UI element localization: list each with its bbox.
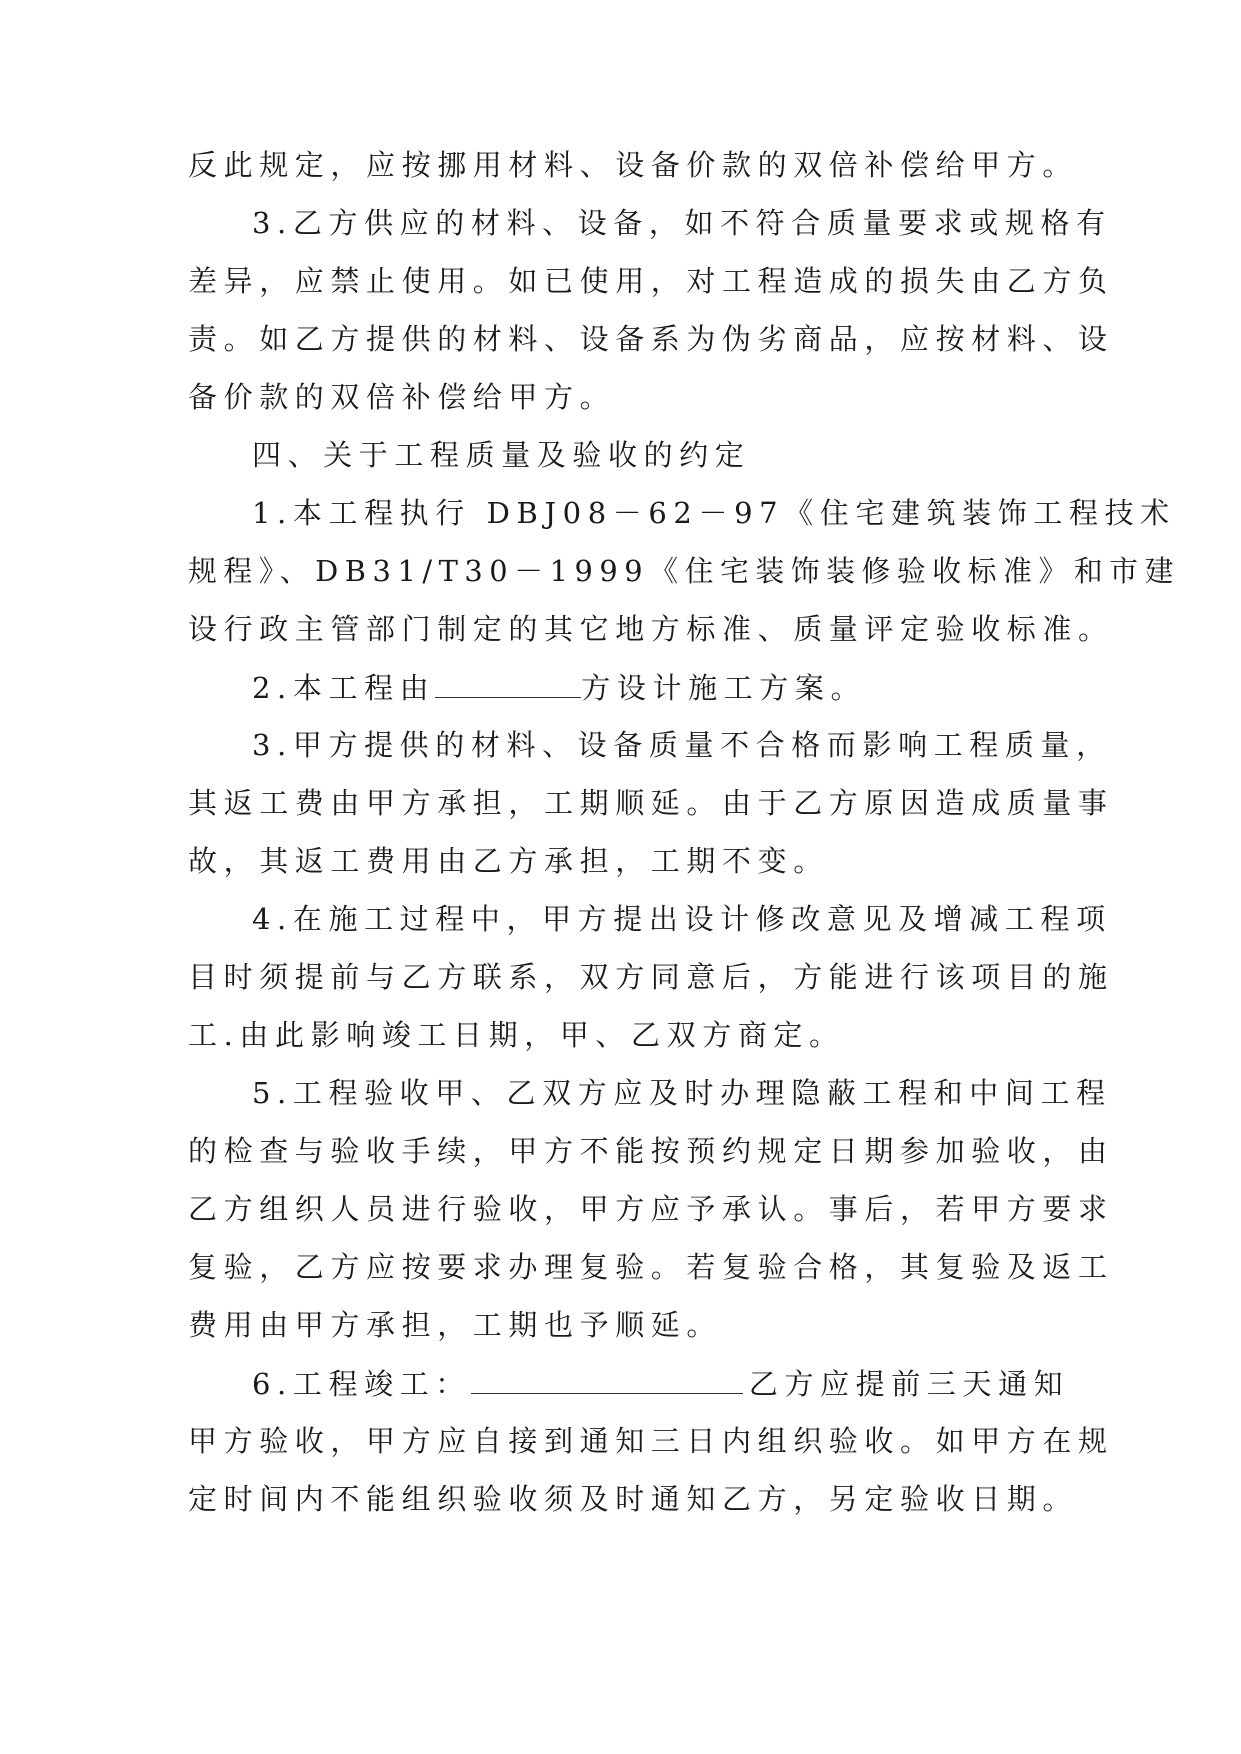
text-line: 工.由此影响竣工日期，甲、乙双方商定。 xyxy=(188,1018,845,1052)
fill-in-blank-designer[interactable] xyxy=(435,667,581,698)
text-line: 其返工费由甲方承担，工期顺延。由于乙方原因造成质量事 xyxy=(188,786,1114,820)
text-line: 的检查与验收手续，甲方不能按预约规定日期参加验收，由 xyxy=(188,1134,1114,1168)
clause-6-completion xyxy=(252,1363,1069,1403)
text-line: 责。如乙方提供的材料、设备系为伪劣商品，应按材料、设 xyxy=(188,322,1114,356)
text-line: 费用由甲方承担，工期也予顺延。 xyxy=(188,1308,723,1342)
clause-3-material-quality: 3.乙方供应的材料、设备，如不符合质量要求或规格有 xyxy=(252,206,1112,240)
text-line: 规程》、DB31/T30－1999《住宅装饰装修验收标准》和市建 xyxy=(188,554,1180,588)
clause-5-acceptance: 5.工程验收甲、乙双方应及时办理隐蔽工程和中间工程 xyxy=(252,1076,1112,1110)
text-line: 复验，乙方应按要求办理复验。若复验合格，其复验及返工 xyxy=(188,1250,1114,1284)
text-line: 设行政主管部门制定的其它地方标准、质量评定验收标准。 xyxy=(188,612,1114,646)
clause-4-design-change: 4.在施工过程中，甲方提出设计修改意见及增减工程项 xyxy=(252,902,1112,936)
text-line: 备价款的双倍补偿给甲方。 xyxy=(188,380,616,414)
text-line: 定时间内不能组织验收须及时通知乙方，另定验收日期。 xyxy=(188,1482,1079,1516)
clause-6-prefix: 6.工程竣工： xyxy=(252,1367,471,1401)
clause-2-suffix: 方设计施工方案。 xyxy=(581,671,867,705)
fill-in-blank-completion[interactable] xyxy=(471,1363,743,1394)
text-line: 目时须提前与乙方联系，双方同意后，方能进行该项目的施 xyxy=(188,960,1114,994)
text-line: 甲方验收，甲方应自接到通知三日内组织验收。如甲方在规 xyxy=(188,1424,1114,1458)
text-line: 差异，应禁止使用。如已使用，对工程造成的损失由乙方负 xyxy=(188,264,1114,298)
clause-2-design xyxy=(252,667,866,707)
section-heading: 四、关于工程质量及验收的约定 xyxy=(252,438,751,472)
clause-6-suffix: 乙方应提前三天通知 xyxy=(748,1367,1070,1401)
text-line: 乙方组织人员进行验收，甲方应予承认。事后，若甲方要求 xyxy=(188,1192,1114,1226)
text-line: 反此规定，应按挪用材料、设备价款的双倍补偿给甲方。 xyxy=(188,148,1079,182)
clause-3-quality-liability: 3.甲方提供的材料、设备质量不合格而影响工程质量， xyxy=(252,728,1112,762)
clause-1-standards: 1.本工程执行 DBJ08－62－97《住宅建筑装饰工程技术 xyxy=(252,496,1176,530)
clause-2-prefix: 2.本工程由 xyxy=(252,671,436,705)
text-line: 故，其返工费用由乙方承担，工期不变。 xyxy=(188,844,829,878)
